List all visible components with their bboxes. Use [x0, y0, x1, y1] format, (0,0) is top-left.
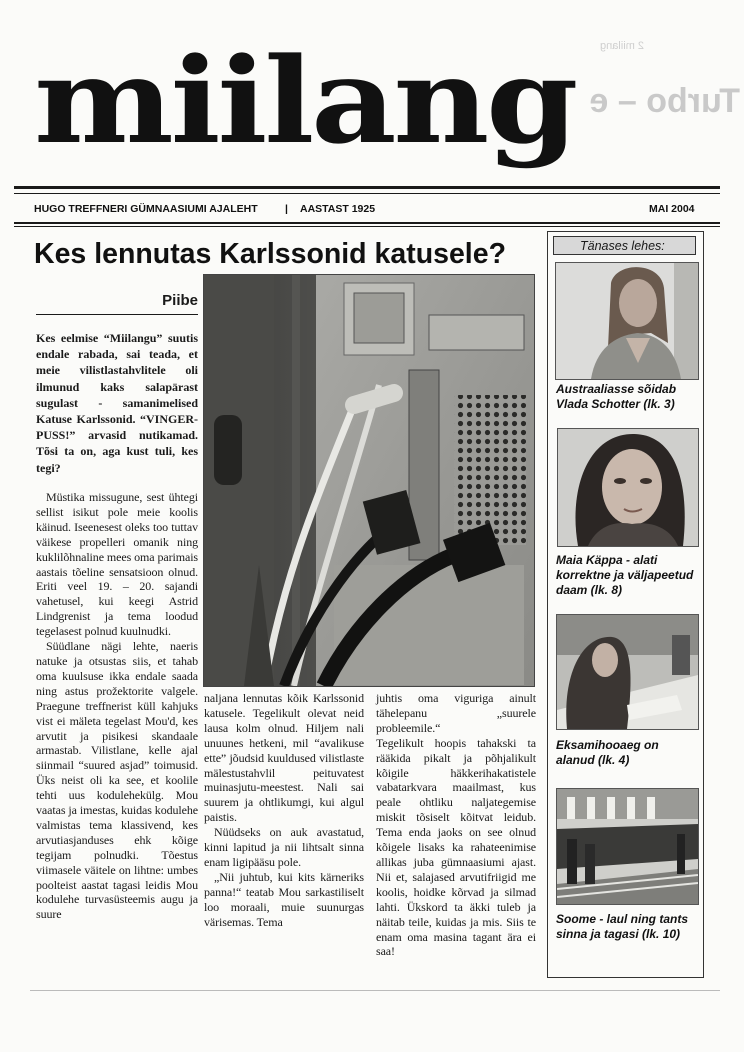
- sidebar-photo-exam: [556, 614, 699, 730]
- article-column-3: [376, 691, 536, 959]
- sidebar-caption-1: Austraaliasse sõidab Vlada Schotter (lk. 3): [556, 382, 677, 411]
- exam-room-image: [557, 615, 698, 729]
- masthead-rule-bottom: [14, 222, 720, 224]
- paragraph: Süüdlane nägi lehte, naeris natuke ja otsustas siis, et tahab oma kuulsuse ikka endale saada ning astus prožektorite valgele. Praegune treffnerist küll kahjuks vist ei mäleta tegelast Mou'd, kes arvutit ja pisikesi skandaale armastab. Vilistlane, kelle ajal siinmail “suured asjad” toimusid. Üks neist oli ka see, et koolile tehti uus kodulehekülg. Mou vaatas ja imestas, kuidas kodulehe valmistas tema klassivend, kes arvutiasjanduses ehk kõige tegijam polnudki. Tõestus viimasele väitele on lihtne: umbes poolteist aastat tagasi leidis Mou kodulehe turvasüsteemis augu ja suure: [36, 639, 198, 922]
- since-year: AASTAST 1925: [300, 203, 376, 215]
- masthead-rule-thin: [14, 193, 720, 194]
- paragraph: juhtis oma viguriga ainult tähelepanu „suurele probleemile.“: [376, 691, 536, 735]
- sidebar-title: Tänases lehes:: [553, 236, 696, 255]
- bleed-through-text: Turbo – e: [590, 82, 740, 120]
- masthead-rule-bottom-thin: [14, 226, 720, 227]
- article-lead: Kes eelmise “Miilangu” suutis endale rabada, sai teada, et meie vilistlastahvlitele oli ilmunud kaks salapärast sugulast - samanimelised Katuse Karlssonid. “VINGER-PUSS!” arvasid nutikamad. Tõsi ta on, aga kust tuli, kes tegi?: [36, 331, 198, 475]
- article-headline: Kes lennutas Karlssonid katusele?: [34, 238, 506, 270]
- sidebar-caption-3: Eksamihooaeg on alanud (lk. 4): [556, 738, 659, 767]
- author-rule: [36, 314, 198, 315]
- computer-cables-image: [204, 275, 534, 686]
- paragraph: Müstika missugune, sest ühtegi sellist isikut pole meie koolis käinud. Iseenesest oleks too tuttav väikese propelleri omanik ning kuklilõhnaline mees oma parimais aastais tõeline sensatsioon olnud. Eriti veel 19. – 20. sajandi vahetusel, kui keegi Astrid Lindgrenist ja tema loodud tegelasest polnud kuulnudki.: [36, 490, 198, 639]
- sidebar-photo-vlada: [555, 262, 699, 380]
- portrait-image: [556, 263, 698, 379]
- sidebar-photo-choir: [556, 788, 699, 905]
- bleed-through-text-small: 2 miilang: [600, 40, 645, 52]
- article-column-2: [204, 691, 364, 930]
- paragraph: Nüüdseks on auk avastatud, kinni lapitud ja nii lihtsalt sinna enam ligipääsu pole.: [204, 825, 364, 869]
- sidebar-caption-2: Maia Käppa - alati korrektne ja väljapeetud daam (lk. 8): [556, 553, 694, 597]
- masthead-title: miilang: [34, 31, 576, 170]
- portrait-image: [558, 429, 698, 546]
- publication-name: HUGO TREFFNERI GÜMNAASIUMI AJALEHT: [34, 203, 258, 215]
- article-photo-computer: [203, 274, 535, 687]
- issue-date: MAI 2004: [649, 203, 695, 215]
- masthead-rule-top: [14, 186, 720, 189]
- article-author: Piibe: [162, 292, 198, 309]
- bottom-rule: [30, 990, 720, 991]
- sidebar-caption-4: Soome - laul ning tants sinna ja tagasi (lk. 10): [556, 912, 689, 941]
- paragraph: Tegelikult hoopis tahakski ta rääkida pikalt ja põhjalikult kõigile häkkerihakatistele vabatarkvara maailmast, kus peale ohtliku naljategemise miskit tõsiselt kõitvat leidub. Tema enda jaoks on see olnud kõigele lisaks ka rahateenimise allikas juba gümnaasiumi ajast. Nii et, salajased arvutifriigid me koolis, hoidke kõrvad ja silmad lahti. Ükskord ta äkki tuleb ja näitab teile, kuidas ja mis. Siis te enam oma masina tagant ära ei saa!: [376, 735, 536, 959]
- sidebar-photo-maia: [557, 428, 699, 547]
- paragraph: naljana lennutas kõik Karlssonid katusele. Tegelikult olevat neid lausa kolm olnud. Hiljem nali unuunes hetkeni, mil “avalikuse ette” jõudsid kuuldused vilistlaste mälestustahvlil peituvatest muinasjutu-meestest. Nali sai suurem ja ohtlikumgi, kui algul paistis.: [204, 691, 364, 825]
- choir-image: [557, 789, 698, 904]
- subhead-separator: |: [285, 203, 288, 215]
- paragraph: „Nii juhtub, kui kits kärneriks panna!“ teatab Mou sarkastiliselt loo moraali, muie suunurgas värisemas. Tema: [204, 869, 364, 929]
- article-column-1: [36, 490, 198, 922]
